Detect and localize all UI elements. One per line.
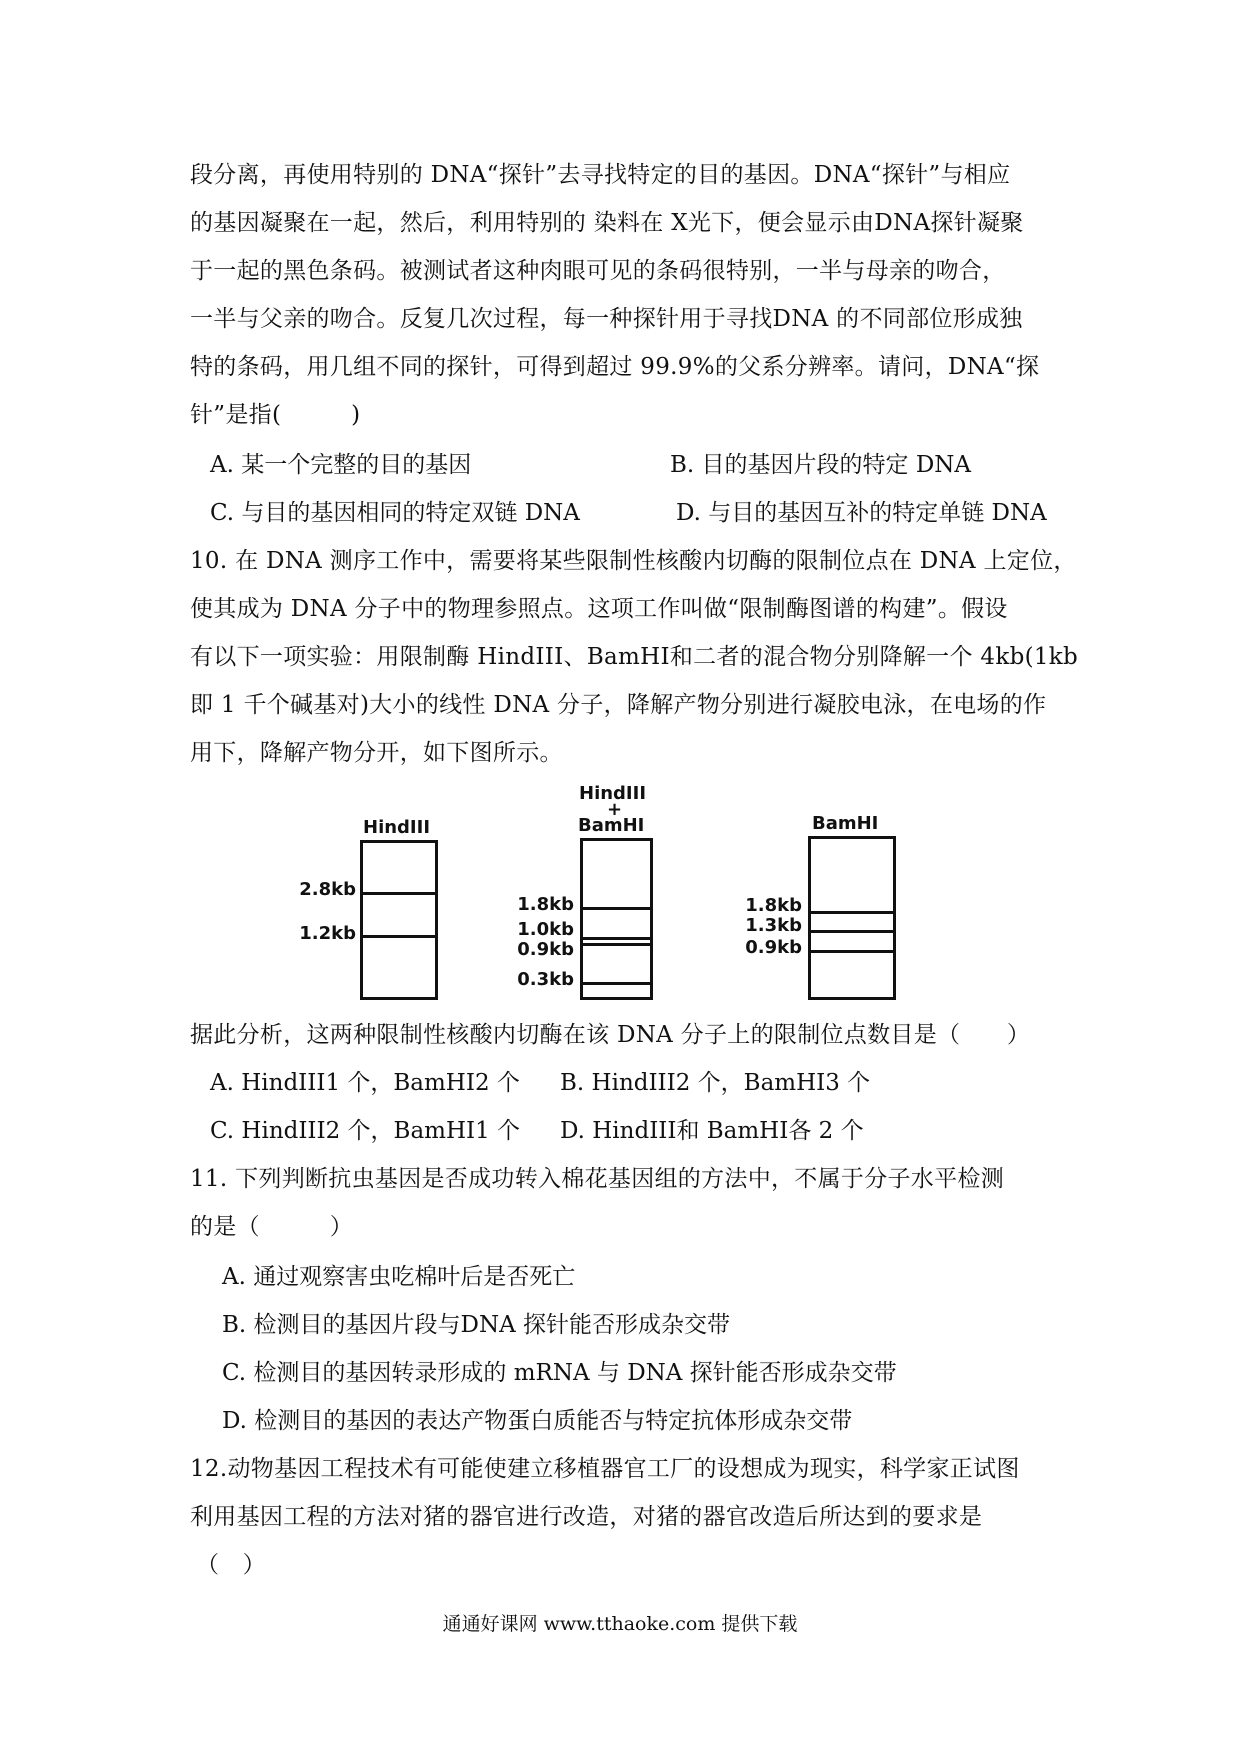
q10-line-4: 即 1 千个碱基对)大小的线性 DNA 分子，降解产物分别进行凝胶电泳，在电场的作 (190, 692, 1047, 718)
q9-option-c: C. 与目的基因相同的特定双链 DNA (210, 500, 580, 526)
lane2-label-1-0kb: 1.0kb (517, 919, 574, 940)
lane1-gel (360, 840, 438, 1000)
q9-option-a: A. 某一个完整的目的基因 (210, 452, 472, 478)
lane2-band-1-0kb (583, 937, 650, 940)
q10-line-2: 使其成为 DNA 分子中的物理参照点。这项工作叫做“限制酶图谱的构建”。假设 (190, 596, 1008, 622)
lane3-band-1-8kb (811, 911, 893, 914)
lane3-band-1-3kb (811, 930, 893, 933)
q11-line-1: 11. 下列判断抗虫基因是否成功转入棉花基因组的方法中，不属于分子水平检测 (190, 1166, 1004, 1192)
lane1-band-2-8kb (363, 892, 435, 895)
q10-option-b: B. HindIII2 个，BamHⅠ3 个 (560, 1070, 871, 1096)
lane3-gel (808, 836, 896, 1000)
lane1-label-2-8kb: 2.8kb (299, 879, 356, 900)
lane3-label-1-8kb: 1.8kb (745, 895, 802, 916)
lane3-band-0-9kb (811, 950, 893, 953)
lane2-gel (580, 838, 653, 1000)
q11-line-2: 的是（ ） (190, 1214, 354, 1240)
lane2-band-0-3kb (583, 982, 650, 985)
lane3-label-1-3kb: 1.3kb (745, 915, 802, 936)
q12-line-2: 利用基因工程的方法对猪的器官进行改造，对猪的器官改造后所达到的要求是 (190, 1504, 983, 1530)
lane3-title: BamHI (812, 813, 879, 834)
lane1-band-1-2kb (363, 935, 435, 938)
intro-line-6: 针”是指( ) (190, 402, 361, 428)
q9-option-b: B. 目的基因片段的特定 DNA (670, 452, 972, 478)
intro-line-1: 段分离，再使用特别的 DNA“探针”去寻找特定的目的基因。DNA“探针”与相应 (190, 162, 1011, 188)
q9-option-d: D. 与目的基因互补的特定单链 DNA (676, 500, 1047, 526)
q11-option-c: C. 检测目的基因转录形成的 mRNA 与 DNA 探针能否形成杂交带 (222, 1360, 897, 1386)
q10-option-a: A. HindIII1 个，BamHⅠ2 个 (210, 1070, 520, 1096)
lane2-title-line1: HindIII (579, 783, 647, 804)
intro-line-5: 特的条码，用几组不同的探针，可得到超过 99.9%的父系分辨率。请问，DNA“探 (190, 354, 1040, 380)
lane2-band-0-9kb (583, 943, 650, 946)
page-footer: 通通好课网 www.tthaoke.com 提供下载 (442, 1613, 798, 1635)
q12-line-1: 12.动物基因工程技术有可能使建立移植器官工厂的设想成为现实，科学家正试图 (190, 1456, 1020, 1482)
q10-question: 据此分析，这两种限制性核酸内切酶在该 DNA 分子上的限制位点数目是（ ） (190, 1022, 1031, 1048)
q10-line-3: 有以下一项实验：用限制酶 HindIII、BamHⅠ和二者的混合物分别降解一个 4kb(1kb (190, 644, 1079, 670)
q10-option-c: C. HindIII2 个，BamHⅠ1 个 (210, 1118, 521, 1144)
intro-line-3: 于一起的黑色条码。被测试者这种肉眼可见的条码很特别，一半与母亲的吻合， (190, 258, 1006, 284)
q11-option-a: A. 通过观察害虫吃棉叶后是否死亡 (222, 1264, 576, 1290)
q11-option-b: B. 检测目的基因片段与DNA 探针能否形成杂交带 (222, 1312, 731, 1338)
q10-option-d: D. HindIII和 BamHⅠ各 2 个 (560, 1118, 864, 1144)
q10-line-1: 10. 在 DNA 测序工作中，需要将某些限制性核酸内切酶的限制位点在 DNA 上定位， (190, 548, 1077, 574)
q12-line-3: （ ） (196, 1552, 266, 1578)
lane2-label-1-8kb: 1.8kb (517, 894, 574, 915)
lane3-label-0-9kb: 0.9kb (745, 937, 802, 958)
lane1-label-1-2kb: 1.2kb (299, 923, 356, 944)
intro-line-4: 一半与父亲的吻合。反复几次过程，每一种探针用于寻找DNA 的不同部位形成独 (190, 306, 1023, 332)
q10-line-5: 用下，降解产物分开，如下图所示。 (190, 740, 563, 766)
lane2-band-1-8kb (583, 907, 650, 910)
intro-line-2: 的基因凝聚在一起，然后，利用特别的 染料在 X光下，便会显示由DNA探针凝聚 (190, 210, 1024, 236)
lane2-label-0-3kb: 0.3kb (517, 969, 574, 990)
lane1-title: HindIII (363, 817, 431, 838)
lane2-title-plus: + (607, 799, 623, 820)
q11-option-d: D. 检测目的基因的表达产物蛋白质能否与特定抗体形成杂交带 (222, 1408, 853, 1434)
lane2-label-0-9kb: 0.9kb (517, 939, 574, 960)
lane2-title-line3: BamHI (578, 815, 645, 836)
